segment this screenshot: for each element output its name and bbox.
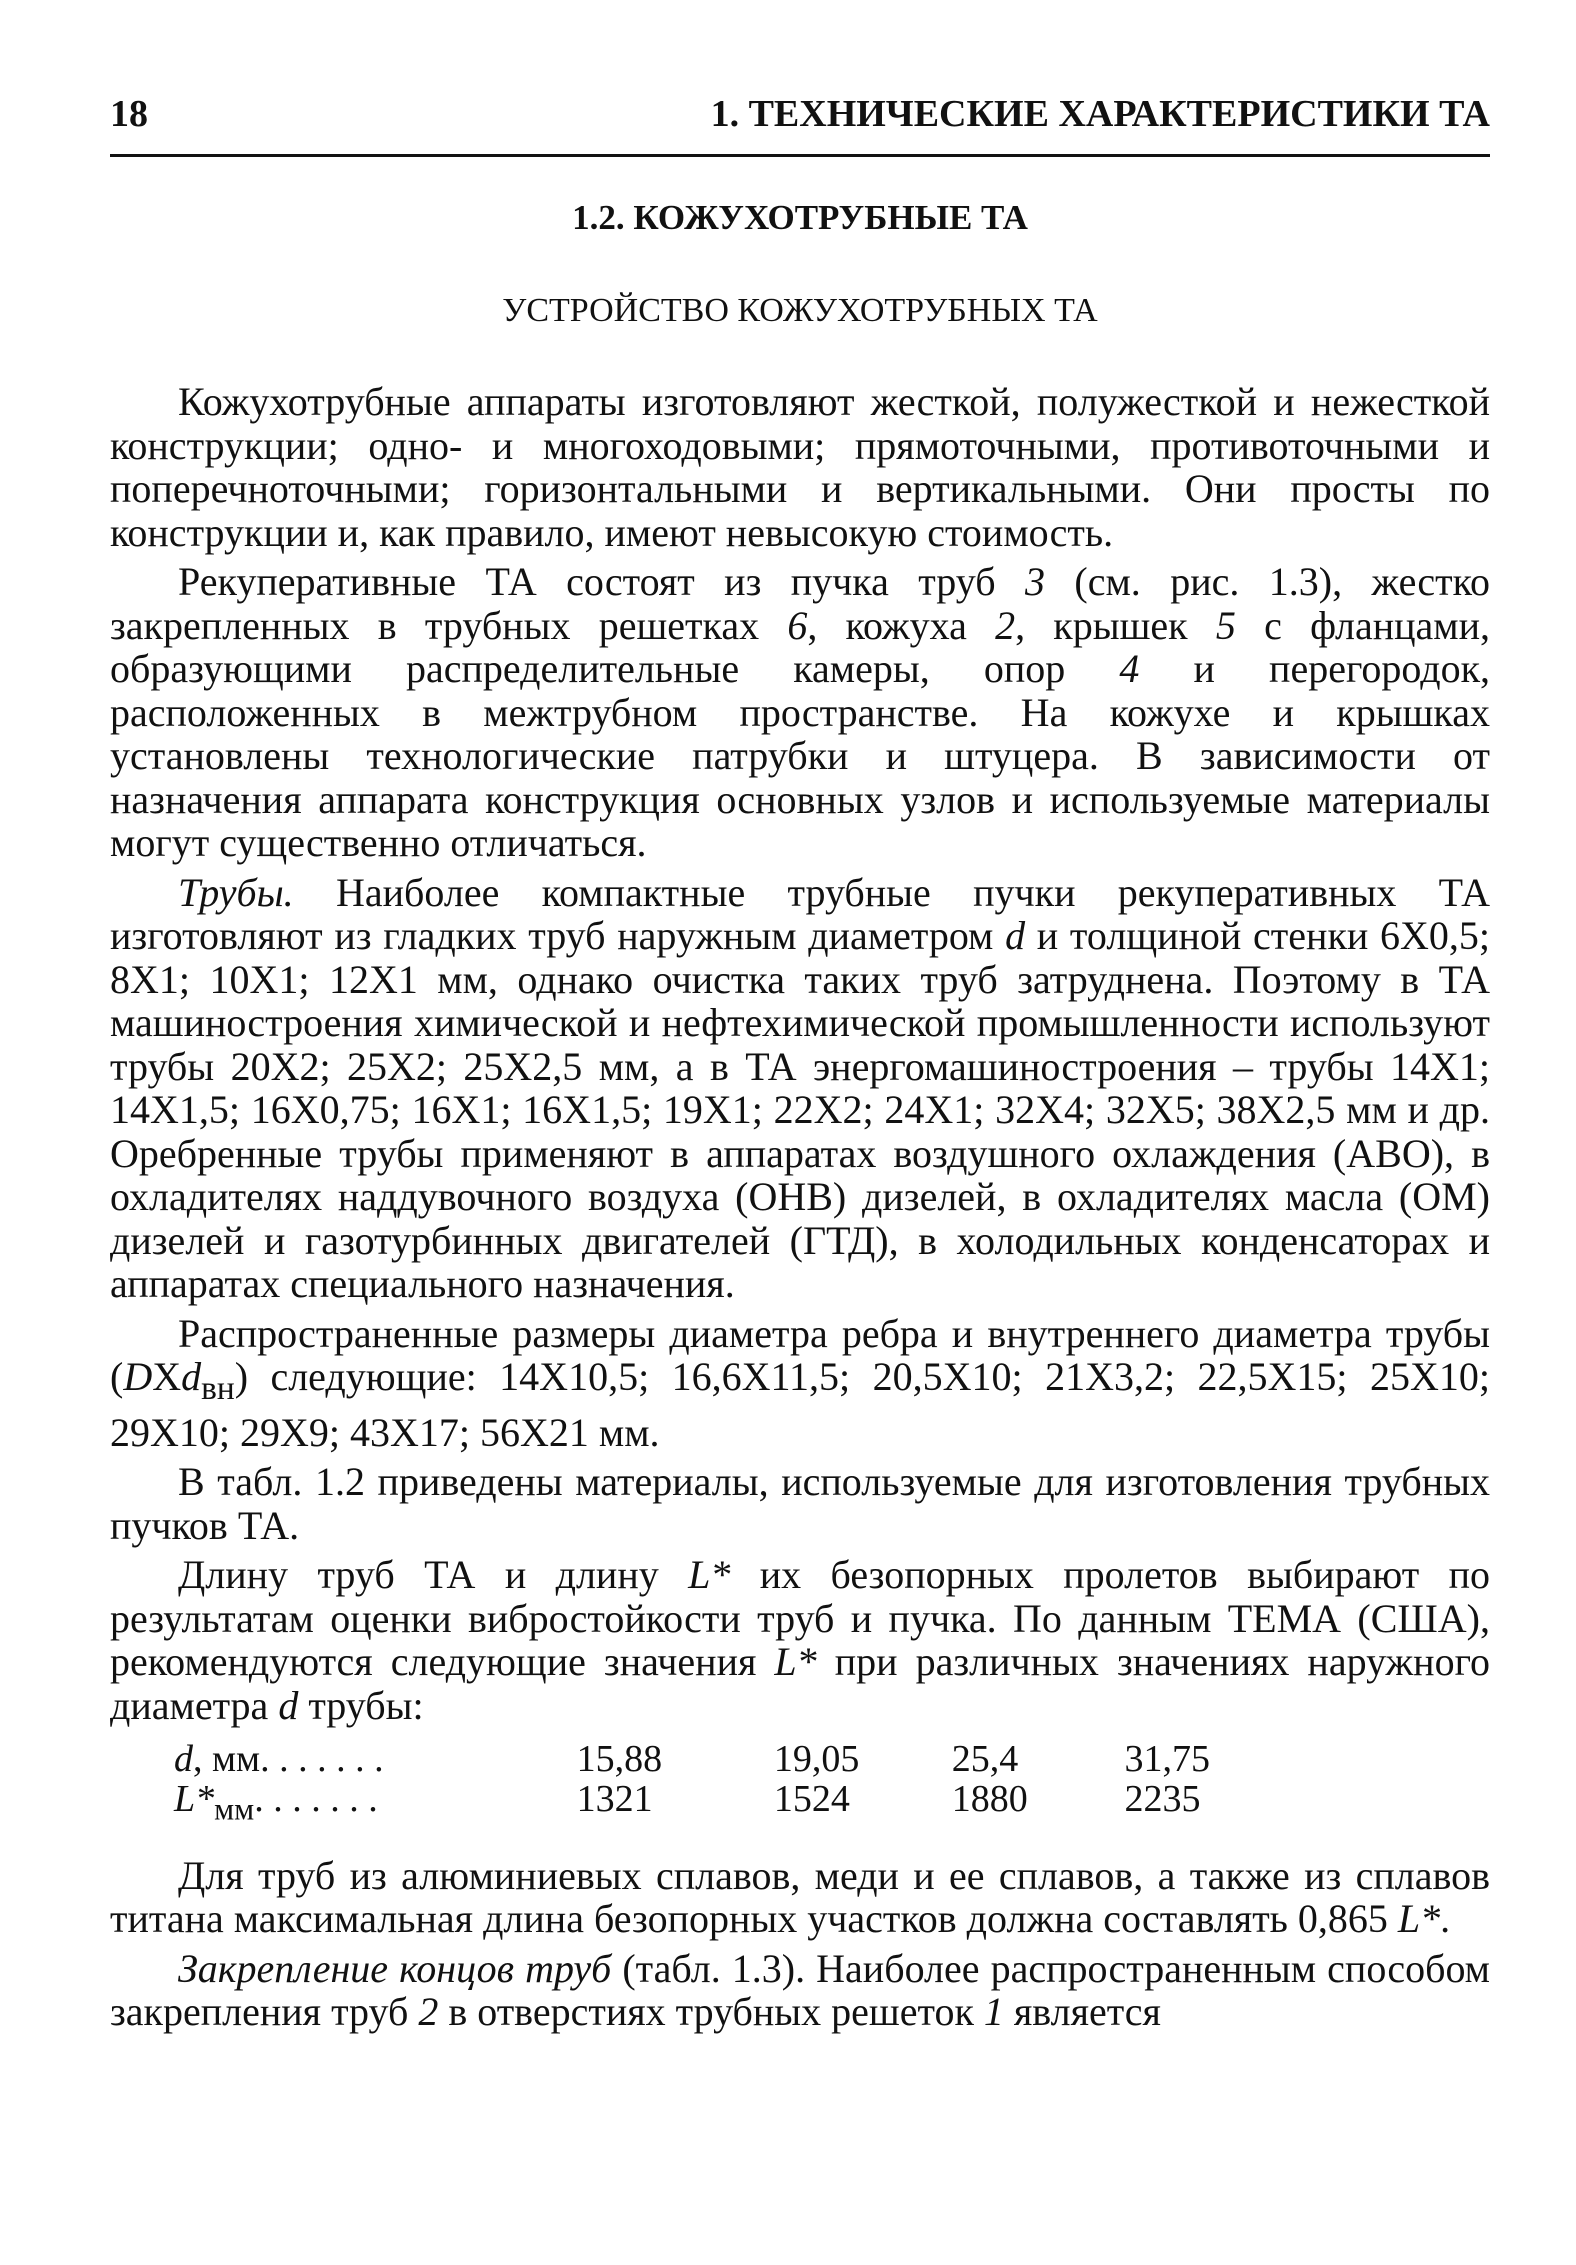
table-cell: 1880 — [951, 1778, 1028, 1820]
table-cell: 1524 — [773, 1778, 850, 1820]
header-rule — [110, 154, 1490, 157]
page-header — [110, 92, 1490, 142]
paragraph-7: Для труб из алюминиевых сплавов, меди и ее сплавов, а также из сплавов титана максимальная длина безопорных участков должна составлять 0,865 L*. — [110, 1852, 1490, 1942]
run-in-heading: Закрепление концов труб — [178, 1945, 612, 1991]
table-cell: 1321 — [576, 1778, 653, 1820]
table-row-diameter — [110, 1739, 1210, 1779]
tube-length-table — [110, 1739, 1210, 1830]
table-cell: 25,4 — [951, 1738, 1019, 1780]
run-in-heading: Трубы. — [178, 869, 294, 915]
paragraph-6: Длину труб ТА и длину L* их безопорных пролетов выбирают по результатам оценки вибростойкости труб и пучка. По данным ТЕМА (США), рекомендуются следующие значения L* при различных значениях наружного диаметра d трубы: — [110, 1552, 1490, 1728]
table-row-length — [110, 1779, 1210, 1830]
paragraph-3: Трубы. Наиболее компактные трубные пучки рекуперативных ТА изготовляют из гладких труб наружным диаметром d и толщиной стенки 6Х0,5; 8Х1; 10Х1; 12Х1 мм, однако очистка таких труб затруднена. Поэтому в ТА машиностроения химической и нефтехимической промышленности используют трубы 20Х2; 25Х2; 25Х2,5 мм, а в ТА энергомашиностроения – трубы 14Х1; 14Х1,5; 16Х0,75; 16Х1; 16Х1,5; 19Х1; 22Х2; 24Х1; 32Х4; 32Х5; 38Х2,5 мм и др. Оребренные трубы применяют в аппаратах воздушного охлаждения (АВО), в охладителях наддувочного воздуха (ОНВ) дизелей, в охладителях масла (ОМ) дизелей и газотурбинных двигателей (ГТД), в холодильных конденсаторах и аппаратах специального назначения. — [110, 869, 1491, 1306]
table-cell: 31,75 — [1124, 1738, 1210, 1780]
page-number: 18 — [110, 93, 148, 135]
table-cell: 2235 — [1124, 1778, 1201, 1820]
subsection-title: УСТРОЙСТВО КОЖУХОТРУБНЫХ ТА — [502, 292, 1098, 329]
row-label: d, мм. . . . . . . — [174, 1738, 384, 1780]
paragraph-2: Рекуперативные ТА состоят из пучка труб 3 (см. рис. 1.3), жестко закрепленных в трубных решетках 6, кожуха 2, крышек 5 с фланцами, образующими распределительные камеры, опор 4 и перегородок, расположенных в межтрубном пространстве. На кожухе и крышках установлены технологические патрубки и штуцера. В зависимости от назначения аппарата конструкция основных узлов и используемые материалы могут существенно отличаться. — [110, 559, 1490, 865]
paragraph-4: Распространенные размеры диаметра ребра и внутреннего диаметра трубы (DXd$_{вн}$) следующие: 14Х10,5; 16,6Х11,5; 20,5Х10; 21Х3,2; 22,5Х15; 25Х10; 29Х10; 29Х9; 43Х17; 56Х21 мм. — [110, 1310, 1490, 1455]
paragraph-8: Закрепление концов труб (табл. 1.3). Наиболее распространенным способом закрепления труб 2 в отверстиях трубных решеток 1 является — [110, 1945, 1490, 2035]
table-cell: 19,05 — [773, 1738, 860, 1780]
paragraph-1: Кожухотрубные аппараты изготовляют жесткой, полужесткой и нежесткой конструкции; одно- и многоходовыми; прямоточными, противоточными и поперечноточными; горизонтальными и вертикальными. Они просты по конструкции и, как правило, имеют невысокую стоимость. — [110, 379, 1490, 555]
row-label: $L*_{мм}$. . . . . . . — [174, 1778, 378, 1827]
running-title: 1. ТЕХНИЧЕСКИЕ ХАРАКТЕРИСТИКИ ТА — [710, 93, 1490, 135]
paragraph-5: В табл. 1.2 приведены материалы, используемые для изготовления трубных пучков ТА. — [110, 1459, 1490, 1548]
section-title: 1.2. КОЖУХОТРУБНЫЕ ТА — [572, 198, 1028, 237]
table-cell: 15,88 — [576, 1738, 663, 1780]
body-text — [110, 380, 1490, 2040]
